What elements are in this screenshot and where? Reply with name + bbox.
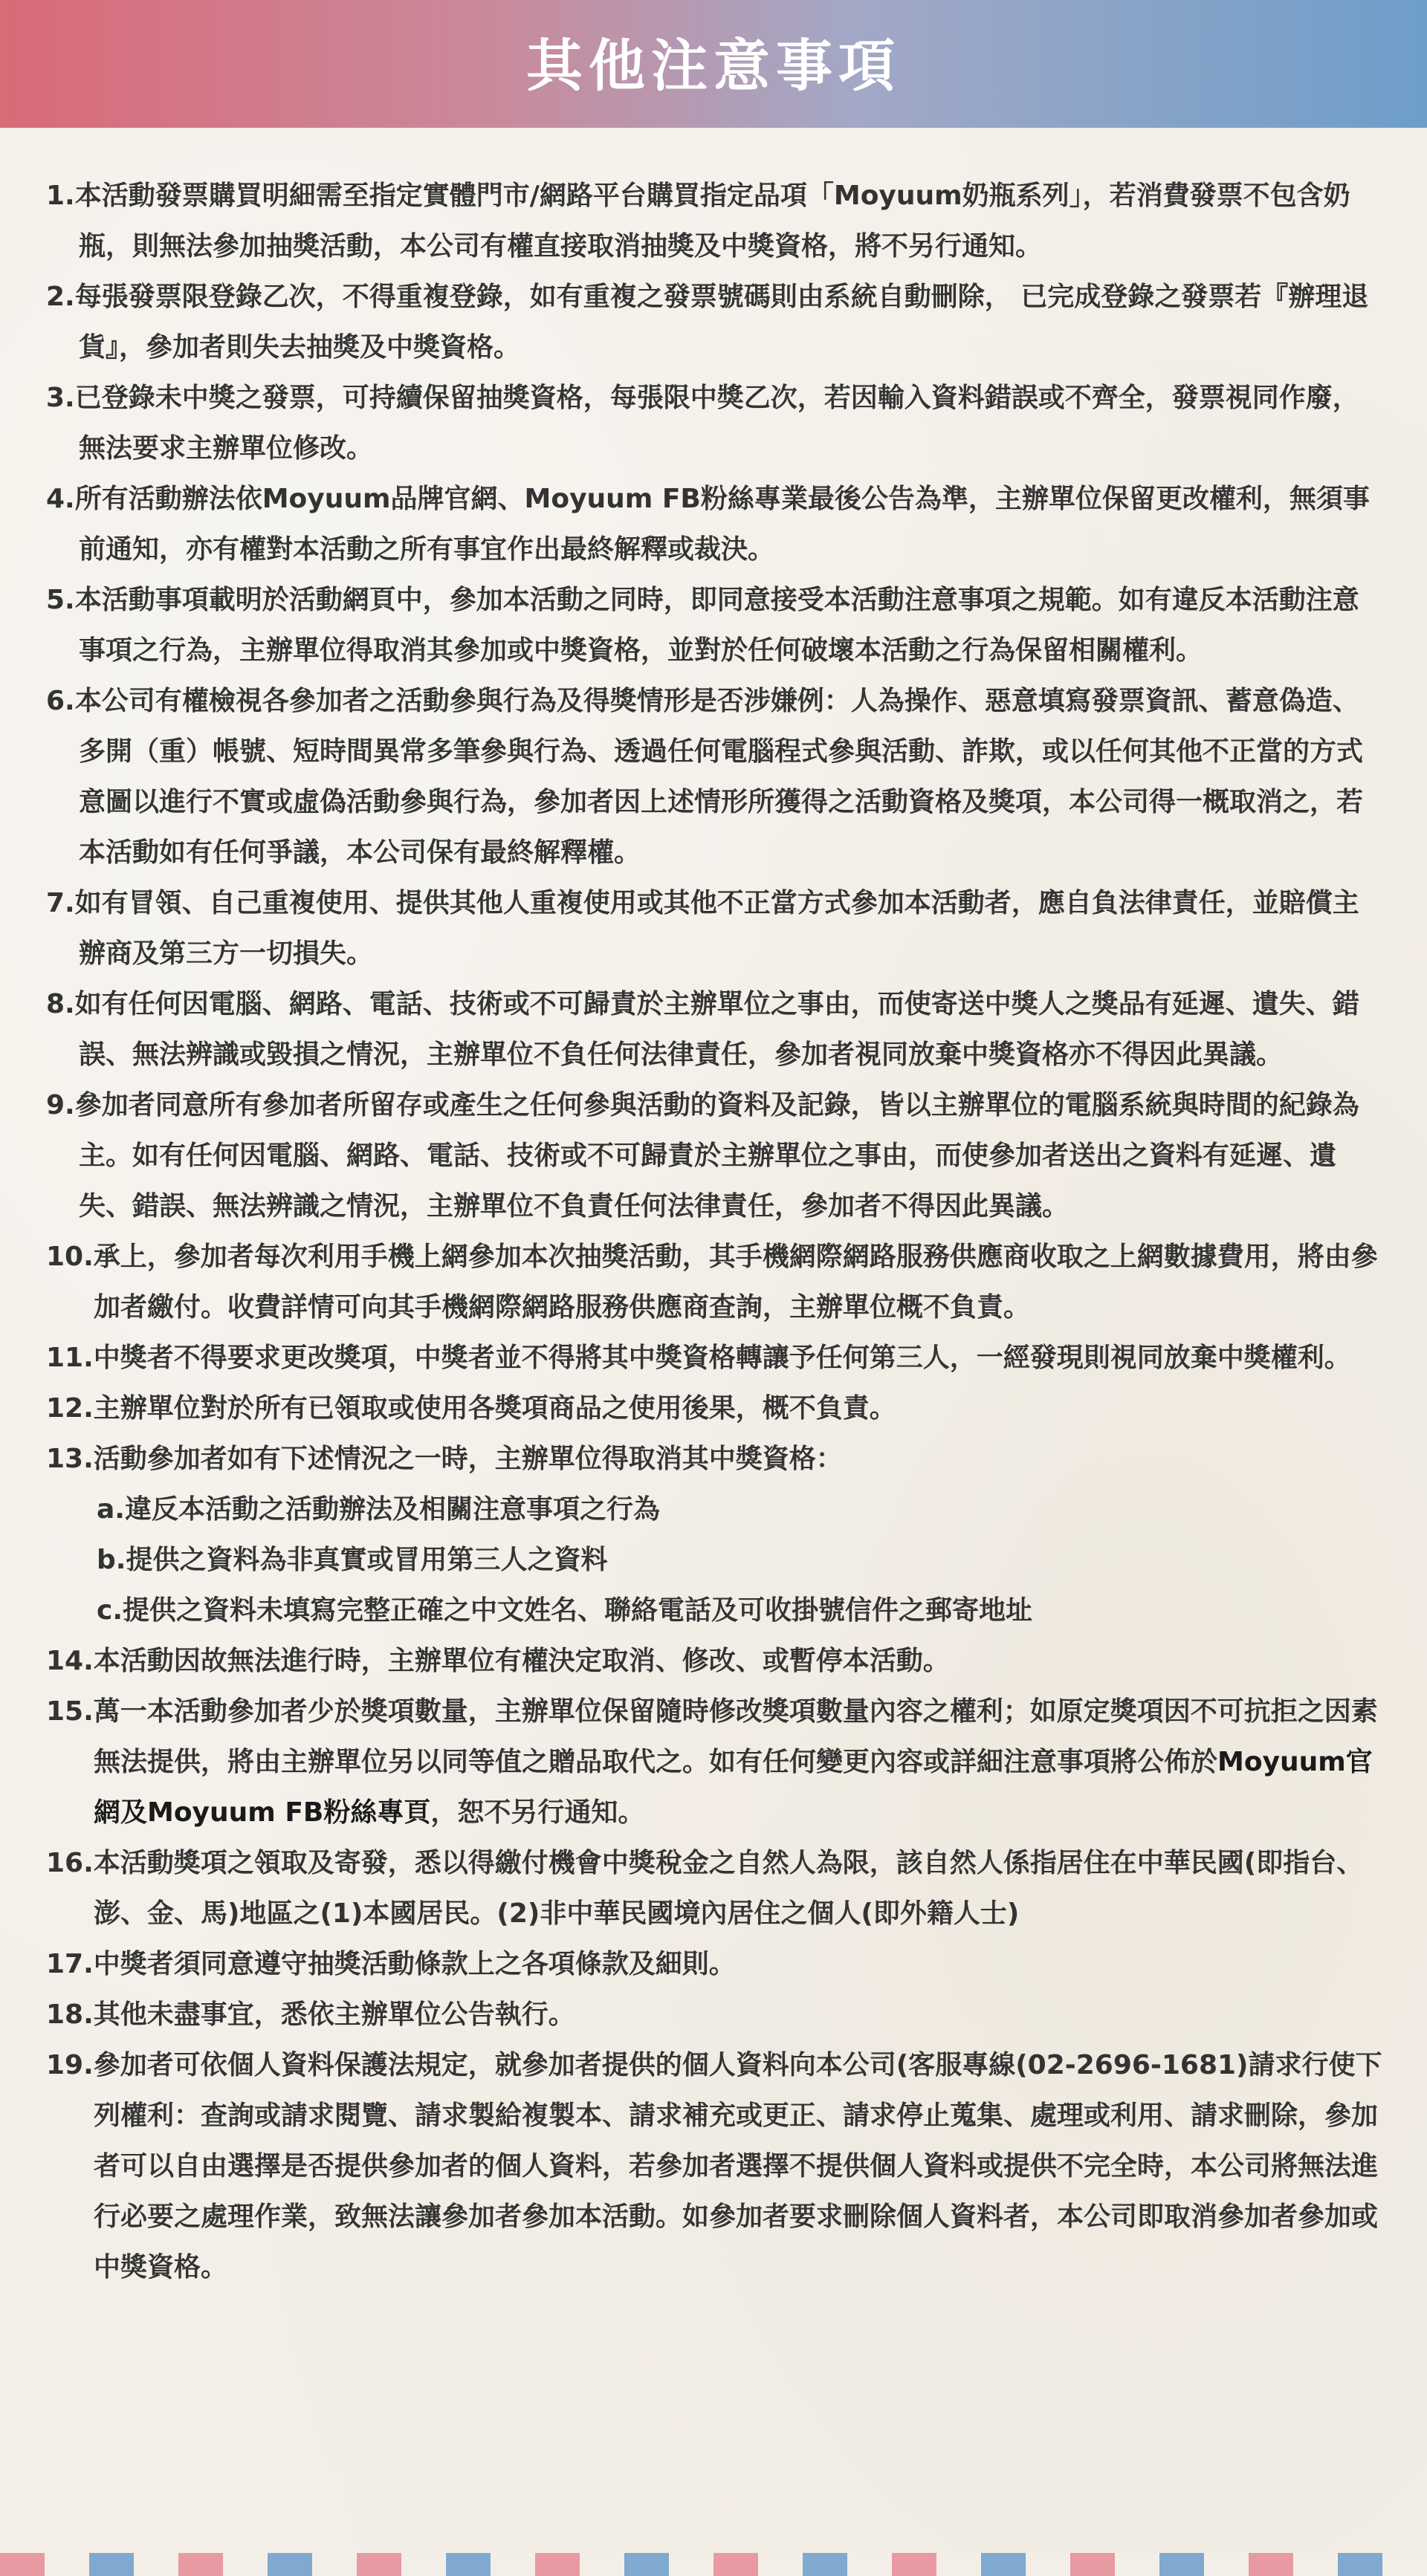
note-item-7: 7.如有冒領、自己重複使用、提供其他人重複使用或其他不正當方式參加本活動者，應自負法律責任，並賠償主辦商及第三方一切損失。 (46, 888, 1359, 969)
footer-stripe (0, 2553, 1427, 2576)
note-item-11: 11.中獎者不得要求更改獎項，中獎者並不得將其中獎資格轉讓予任何第三人，一經發現則視同放棄中獎權利。 (46, 1343, 1351, 1373)
note-item-15 (46, 1687, 1384, 1838)
note-item-5: 5.本活動事項載明於活動網頁中，參加本活動之同時，即同意接受本活動注意事項之規範。如有違反本活動注意事項之行為，主辦單位得取消其參加或中獎資格，並對於任何破壞本活動之行為保留相關權利。 (46, 585, 1359, 666)
note-subitem-b: b.提供之資料為非真實或冒用第三人之資料 (97, 1545, 608, 1575)
note-item-16: 16.本活動獎項之領取及寄發，悉以得繳付機會中獎稅金之自然人為限，該自然人係指居住在中華民國(即指台、澎、金、馬)地區之(1)本國居民。(2)非中華民國境內居住之個人(即外籍人士) (46, 1848, 1364, 1929)
notes-list (46, 171, 1384, 2293)
note-item-8: 8.如有任何因電腦、網路、電話、技術或不可歸責於主辦單位之事由，而使寄送中獎人之獎品有延遲、遺失、錯誤、無法辨識或毀損之情況，主辦單位不負任何法律責任，參加者視同放棄中獎資格亦不得因此異議。 (46, 989, 1359, 1070)
note-item-3: 3.已登錄未中獎之發票，可持續保留抽獎資格，每張限中獎乙次，若因輸入資料錯誤或不齊全，發票視同作廢，無法要求主辦單位修改。 (46, 383, 1359, 464)
note-item-15-highlight: Moyuum官網及Moyuum FB粉絲專頁 (94, 1747, 1373, 1828)
note-item-1: 1.本活動發票購買明細需至指定實體門市/網路平台購買指定品項「Moyuum奶瓶系列」，若消費發票不包含奶瓶，則無法參加抽獎活動，本公司有權直接取消抽獎及中獎資格，將不另行通知。 (46, 181, 1350, 262)
note-item-9: 9.參加者同意所有參加者所留存或產生之任何參與活動的資料及記錄，皆以主辦單位的電腦系統與時間的紀錄為主。如有任何因電腦、網路、電話、技術或不可歸責於主辦單位之事由，而使參加者送出之資料有延遲、遺失、錯誤、無法辨識之情況，主辦單位不負責任何法律責任，參加者不得因此異議。 (46, 1090, 1359, 1222)
header-banner (0, 0, 1427, 128)
note-item-17: 17.中獎者須同意遵守抽獎活動條款上之各項條款及細則。 (46, 1949, 736, 1979)
note-item-18: 18.其他未盡事宜，悉依主辦單位公告執行。 (46, 1999, 575, 2030)
note-item-13: 13.活動參加者如有下述情況之一時，主辦單位得取消其中獎資格： (46, 1444, 843, 1474)
note-item-12: 12.主辦單位對於所有已領取或使用各獎項商品之使用後果，概不負責。 (46, 1393, 896, 1424)
note-subitem-c: c.提供之資料未填寫完整正確之中文姓名、聯絡電話及可收掛號信件之郵寄地址 (97, 1595, 1033, 1626)
page-title: 其他注意事項 (526, 32, 901, 99)
note-item-2: 2.每張發票限登錄乙次，不得重複登錄，如有重複之發票號碼則由系統自動刪除， 已完成登錄之發票若『辦理退貨』，參加者則失去抽獎及中獎資格。 (46, 282, 1369, 363)
note-item-15-text: 15.萬一本活動參加者少於獎項數量，主辦單位保留隨時修改獎項數量內容之權利；如原定獎項因不可抗拒之因素無法提供，將由主辦單位另以同等值之贈品取代之。如有任何變更內容或詳細注意事項將公佈於 (46, 1696, 1378, 1777)
note-item-4: 4.所有活動辦法依Moyuum品牌官網、Moyuum FB粉絲專業最後公告為準，主辦單位保留更改權利，無須事前通知，亦有權對本活動之所有事宜作出最終解釋或裁決。 (46, 484, 1370, 565)
note-item-19: 19.參加者可依個人資料保護法規定，就參加者提供的個人資料向本公司(客服專線(02-2696-1681)請求行使下列權利：查詢或請求閱覽、請求製給複製本、請求補充或更正、請求停止蒐集、處理或利用、請求刪除，參加者可以自由選擇是否提供參加者的個人資料，若參加者選擇不提供個人資料或提供不完全時，本公司將無法進行必要之處理作業，致無法讓參加者參加本活動。如參加者要求刪除個人資料者，本公司即取消參加者參加或中獎資格。 (46, 2050, 1382, 2283)
note-item-15-tail: ，恕不另行通知。 (430, 1797, 645, 1828)
note-item-10: 10.承上，參加者每次利用手機上網參加本次抽獎活動，其手機網際網路服務供應商收取之上網數據費用，將由參加者繳付。收費詳情可向其手機網際網路服務供應商查詢，主辦單位概不負責。 (46, 1242, 1378, 1323)
note-item-6: 6.本公司有權檢視各參加者之活動參與行為及得獎情形是否涉嫌例：人為操作、惡意填寫發票資訊、蓄意偽造、多開（重）帳號、短時間異常多筆參與行為、透過任何電腦程式參與活動、詐欺，或以任何其他不正當的方式意圖以進行不實或虛偽活動參與行為，參加者因上述情形所獲得之活動資格及獎項，本公司得一概取消之，若本活動如有任何爭議，本公司保有最終解釋權。 (46, 686, 1364, 868)
note-item-14: 14.本活動因故無法進行時，主辦單位有權決定取消、修改、或暫停本活動。 (46, 1646, 950, 1676)
note-subitem-a: a.違反本活動之活動辦法及相關注意事項之行為 (97, 1494, 660, 1525)
